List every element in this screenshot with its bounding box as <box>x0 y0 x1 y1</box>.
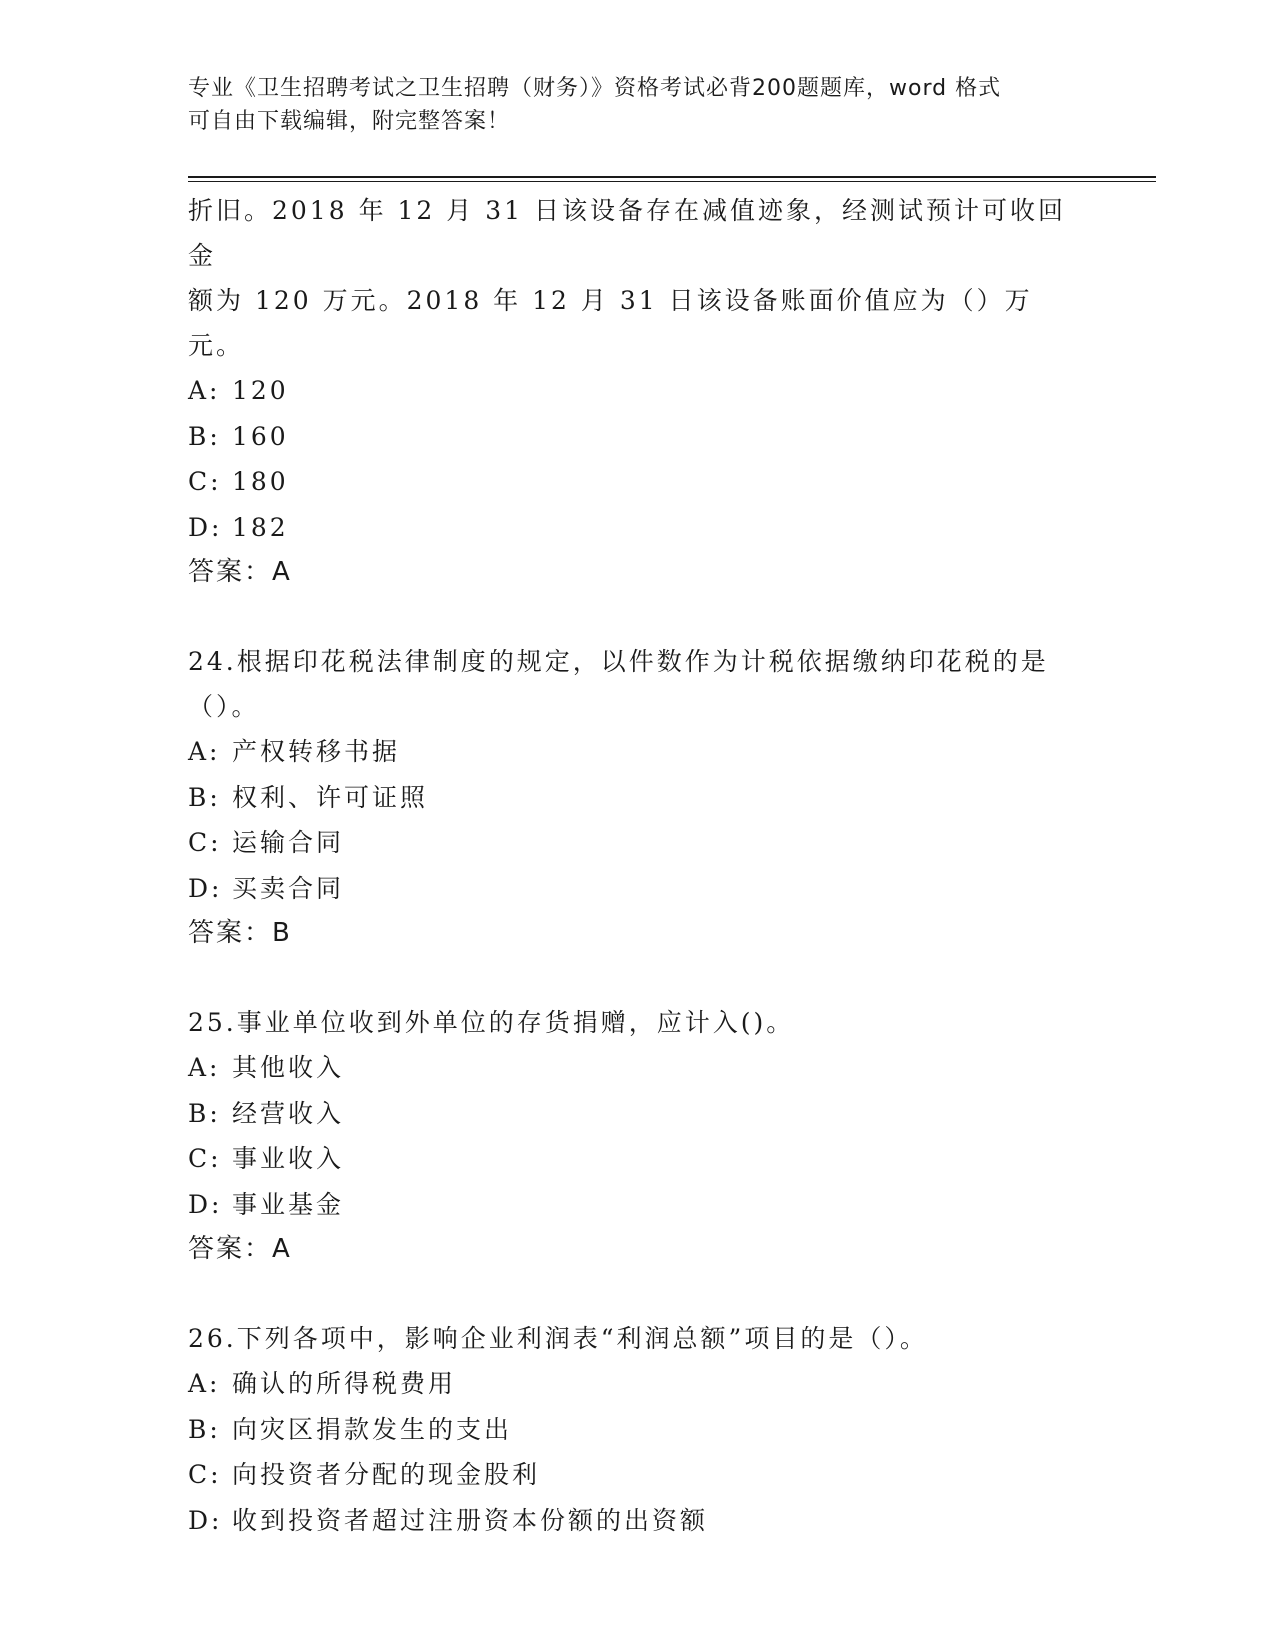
option-text: 向投资者分配的现金股利 <box>232 1460 541 1489</box>
option-text: 182 <box>232 512 289 542</box>
option-a <box>188 1361 1078 1407</box>
option-letter: C: <box>188 467 222 496</box>
question-stem-line: （）。 <box>188 692 260 721</box>
question-stem-line: 折旧。2018 年 12 月 31 日该设备存在减值迹象，经测试预计可收回金 <box>188 196 1066 270</box>
option-letter: A: <box>188 376 221 405</box>
option-d <box>188 1498 1078 1544</box>
option-c <box>188 1136 1078 1182</box>
header-title-line-1: 专业《卫生招聘考试之卫生招聘（财务）》资格考试必背200题题库，word 格式 <box>188 76 1002 101</box>
question-stem-line: 24.根据印花税法律制度的规定，以件数作为计税依据缴纳印花税的是 <box>188 647 1049 676</box>
option-text: 产权转移书据 <box>232 737 401 766</box>
question-stem-line: 26.下列各项中，影响企业利润表“利润总额”项目的是（）。 <box>188 1324 928 1353</box>
option-letter: D: <box>188 1189 223 1219</box>
option-letter: C: <box>188 828 222 857</box>
option-letter: B: <box>188 782 221 812</box>
option-letter: C: <box>188 1144 222 1173</box>
option-text: 确认的所得税费用 <box>232 1369 457 1398</box>
option-text: 收到投资者超过注册资本份额的出资额 <box>232 1505 709 1535</box>
question-stem-line: 25.事业单位收到外单位的存货捐赠，应计入()。 <box>188 1008 795 1037</box>
option-text: 事业基金 <box>232 1189 345 1219</box>
option-a <box>188 1045 1078 1091</box>
option-d <box>188 1182 1078 1228</box>
option-text: 120 <box>232 376 289 405</box>
option-text: 运输合同 <box>232 828 345 857</box>
option-text: 权利、许可证照 <box>232 782 429 812</box>
option-letter: B: <box>188 421 221 451</box>
answer-line: 答案：A <box>188 1234 292 1264</box>
option-letter: C: <box>188 1460 222 1489</box>
option-text: 180 <box>232 467 289 496</box>
question-list <box>188 188 1078 1543</box>
option-d <box>188 866 1078 912</box>
option-text: 其他收入 <box>232 1053 345 1082</box>
question-25 <box>188 1000 1078 1272</box>
option-b <box>188 1407 1078 1453</box>
header-title-line-2: 可自由下载编辑，附完整答案！ <box>188 109 511 134</box>
option-letter: D: <box>188 873 223 903</box>
option-d <box>188 505 1078 551</box>
option-b <box>188 1091 1078 1137</box>
page-header <box>188 72 1068 138</box>
option-b <box>188 414 1078 460</box>
option-letter: A: <box>188 1053 221 1082</box>
option-text: 事业收入 <box>232 1144 345 1173</box>
option-letter: D: <box>188 512 223 542</box>
option-a <box>188 729 1078 775</box>
question-26 <box>188 1316 1078 1543</box>
question-24 <box>188 639 1078 956</box>
option-letter: B: <box>188 1098 221 1128</box>
option-letter: D: <box>188 1505 223 1535</box>
option-a <box>188 368 1078 414</box>
option-text: 向灾区捐款发生的支出 <box>232 1414 513 1444</box>
option-letter: A: <box>188 1369 221 1398</box>
option-b <box>188 775 1078 821</box>
question-23 <box>188 188 1078 595</box>
answer-line: 答案：A <box>188 557 292 587</box>
header-divider-thin <box>188 181 1156 182</box>
question-stem-line: 额为 120 万元。2018 年 12 月 31 日该设备账面价值应为（）万元。 <box>188 286 1033 360</box>
option-c <box>188 1452 1078 1498</box>
option-letter: A: <box>188 737 221 766</box>
option-text: 买卖合同 <box>232 873 345 903</box>
option-letter: B: <box>188 1414 221 1444</box>
option-c <box>188 459 1078 505</box>
header-divider-thick <box>188 176 1156 178</box>
option-c <box>188 820 1078 866</box>
option-text: 经营收入 <box>232 1098 345 1128</box>
answer-line: 答案：B <box>188 918 292 948</box>
option-text: 160 <box>232 421 289 451</box>
